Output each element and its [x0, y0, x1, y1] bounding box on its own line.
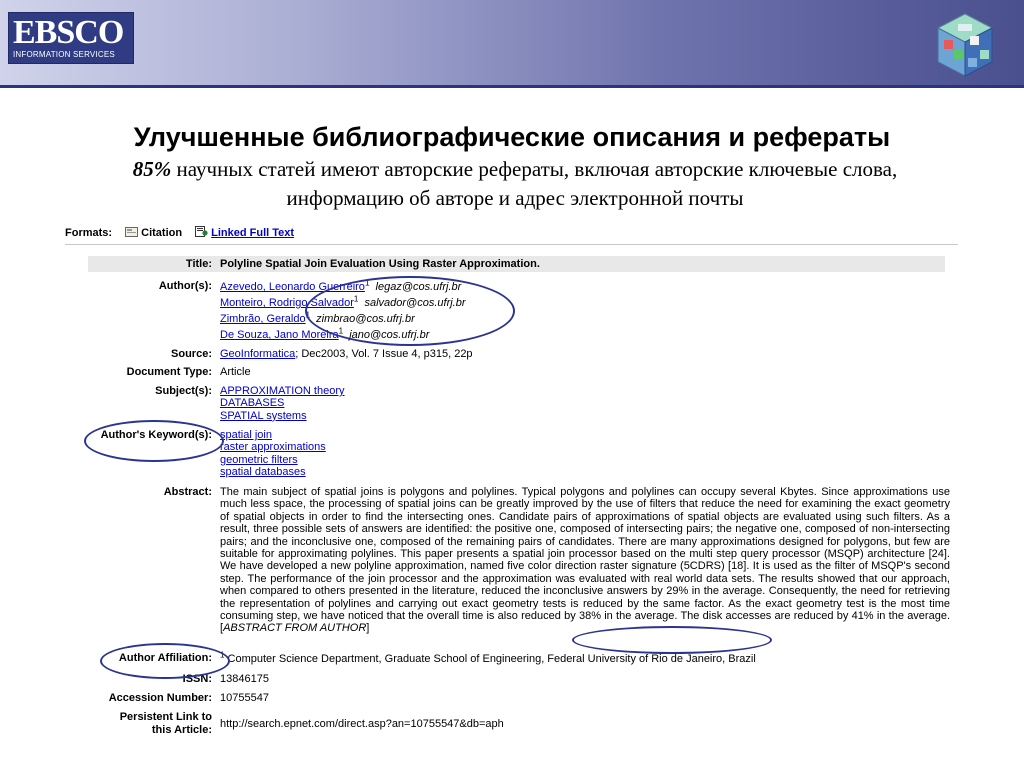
logo-wordmark: EBSCO — [13, 14, 124, 51]
affiliation-value — [220, 650, 756, 665]
article-title: Polyline Spatial Join Evaluation Using Raster Approximation. — [220, 258, 540, 270]
author-link[interactable]: Zimbrão, Geraldo — [220, 313, 306, 325]
source-journal-link[interactable]: GeoInformatica — [220, 348, 296, 360]
source-details: ; Dec2003, Vol. 7 Issue 4, p315, 22p — [295, 348, 473, 360]
accession-value: 10755547 — [220, 692, 269, 704]
citation-format[interactable]: Citation — [141, 227, 183, 239]
formats-label: Formats: — [65, 227, 113, 239]
persistent-link-label — [86, 711, 212, 737]
author-email: legaz@cos.ufrj.br — [375, 281, 462, 293]
keyword-link[interactable]: spatial databases — [220, 466, 306, 479]
author-link[interactable]: Monteiro, Rodrigo Salvador — [220, 297, 354, 309]
author-sup: 1 — [353, 294, 359, 304]
author-link[interactable]: Azevedo, Leonardo Guerreiro — [220, 281, 365, 293]
logo-tagline: INFORMATION SERVICES — [13, 50, 115, 59]
keyword-link[interactable]: raster approximations — [220, 441, 326, 454]
subject-link[interactable]: SPATIAL systems — [220, 409, 307, 422]
subject-link[interactable]: APPROXIMATION theory — [220, 385, 345, 397]
document-type-label: Document Type: — [126, 366, 212, 378]
linked-full-text-icon — [195, 226, 208, 237]
abstract-source-tag: ABSTRACT FROM AUTHOR — [223, 622, 367, 635]
header-divider — [0, 85, 1024, 88]
affiliation-text: Computer Science Department, Graduate School of Engineering, Federal University of Rio de Janeiro, Brazil — [227, 653, 756, 665]
subjects-label: Subject(s): — [155, 385, 212, 397]
author-sup: 1 — [364, 278, 370, 288]
keywords-list — [220, 429, 326, 479]
persistent-label-line-2: this Article: — [151, 724, 212, 736]
subtitle-line-2: информацию об авторе и адрес электронной почты — [286, 186, 744, 210]
slide-title: Улучшенные библиографические описания и рефераты — [133, 122, 891, 152]
author-line-2 — [220, 294, 466, 309]
affiliation-label: Author Affiliation: — [118, 652, 212, 664]
abstract-body: The main subject of spatial joins is polygons and polylines. Typical polygons and polylines can occupy several Kbytes. Since approximations use much less space, the processing of spatial joins can be greatly improved by the use of filters that reduce the need for examining the exact geometry of spatial objects in order to find the intersecting ones. Candidate pairs of approximations of spatial objects are evaluated using such filters. As a result, three possible sets of answers are identified: the positive one, composed of intersecting pairs; the negative one, composed of non-intersecting pairs; and the inconclusive one, composed of the remaining pairs of candidates. There are many approximations designed for polygons, but few are suitable for approximating polylines. This paper presents a spatial join processor based on the multi step query processor (MSQP) architecture [24]. We have developed a new polyline approximation, named five color direction raster signature (5CDRS) [18]. It is used as the filter of MSQP's second step. The performance of the join processor and the approximation was evaluated with real world data sets. The results showed that our approach, when compared to others presented in the literature, reduced the inconclusive answers by 29% in the average. Consequently, the need for retrieving the representation of polylines and carrying out exact geometry tests is reduced by the same factor. As the exact geometry test is the most time consuming step, we have noticed that the overall time is also reduced by 38% in the average. The disk accesses are reduced by 41% in the average. — [220, 486, 950, 623]
author-line-3 — [220, 310, 415, 325]
abstract-label: Abstract: — [163, 486, 212, 498]
header-band — [0, 0, 1024, 85]
subtitle-line-1 — [30, 155, 1000, 184]
keyword-link[interactable]: spatial join — [220, 429, 272, 441]
author-line-1 — [220, 278, 462, 293]
title-label: Title: — [185, 258, 212, 270]
formats-row — [65, 226, 294, 240]
issn-value: 13846175 — [220, 673, 269, 685]
percent-figure: 85% — [132, 157, 172, 181]
separator-line — [65, 244, 958, 245]
subject-link[interactable]: DATABASES — [220, 397, 285, 410]
ebsco-logo — [8, 12, 134, 64]
issn-label: ISSN: — [182, 673, 212, 685]
authors-label: Author(s): — [158, 280, 212, 292]
citation-icon — [125, 226, 138, 237]
cube-logo-icon — [930, 10, 1000, 82]
author-sup: 1 — [305, 310, 311, 320]
persistent-link-value[interactable]: http://search.epnet.com/direct.asp?an=10755547&db=aph — [220, 718, 504, 730]
keywords-label: Author's Keyword(s): — [100, 429, 212, 441]
slide-subtitle — [30, 155, 1000, 213]
keywords-highlight-ellipse — [84, 420, 224, 462]
affiliation-sup: 1 — [220, 650, 225, 660]
author-line-4 — [220, 326, 430, 341]
keyword-link[interactable]: geometric filters — [220, 453, 298, 466]
subjects-list — [220, 385, 345, 422]
accession-label: Accession Number: — [108, 692, 212, 704]
author-link[interactable]: De Souza, Jano Moreira — [220, 329, 339, 341]
author-email: zimbrao@cos.ufrj.br — [316, 313, 415, 325]
abstract-text: The main subject of spatial joins is polygons and polylines. Typical polygons and polylines can occupy several Kbytes. Since approximations use much less space, the processing of spatial joins can be greatly improved by the use of filters that reduce the need for examining the exact geometry of spatial objects in order to find the intersecting ones. Candidate pairs of approximations of spatial objects are evaluated using such filters. As a result, three possible sets of answers are identified: the positive one, composed of intersecting pairs; the negative one, composed of non-intersecting pairs; and the inconclusive one, composed of the remaining pairs of candidates. There are many approximations designed for polygons, but few are suitable for approximating polylines. This paper presents a spatial join processor based on the multi step query processor (MSQP) architecture [24]. We have developed a new polyline approximation, named five color direction raster signature (5CDRS) [18]. It is used as the filter of MSQP's second step. The performance of the join processor and the approximation was evaluated with real world data sets. The results showed that our approach, when compared to others presented in the literature, reduced the inconclusive answers by 29% in the average. Consequently, the need for retrieving the representation of polylines and carrying out exact geometry tests is reduced by the same factor. As the exact geometry test is the most time consuming step, we have noticed that the overall time is also reduced by 38% in the average. The disk accesses are reduced by 41% in the average. [ABSTRACT FROM AUTHOR] — [220, 486, 950, 635]
author-sup: 1 — [338, 326, 344, 336]
source-label: Source: — [171, 348, 212, 360]
linked-full-text-link[interactable]: Linked Full Text — [211, 227, 295, 239]
author-email: salvador@cos.ufrj.br — [364, 297, 466, 309]
source-value — [220, 348, 473, 360]
subtitle-line-1-text: научных статей имеют авторские рефераты, включая авторские ключевые слова, — [176, 157, 898, 181]
author-email: jano@cos.ufrj.br — [349, 329, 430, 341]
document-type-value: Article — [220, 366, 251, 378]
persistent-label-line-1: Persistent Link to — [119, 711, 212, 723]
